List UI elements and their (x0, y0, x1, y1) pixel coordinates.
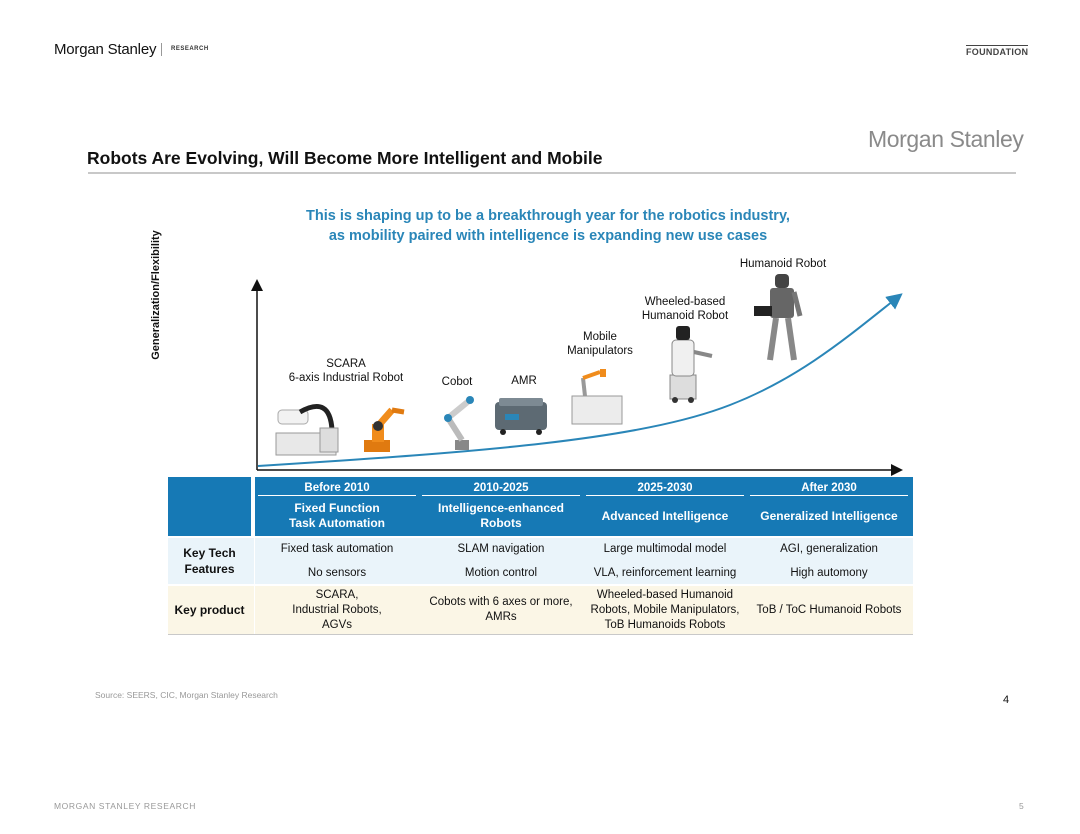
period-2010-2025: 2010-2025 (422, 480, 580, 496)
header-section-label: RESEARCH (171, 46, 209, 52)
label-cobot: Cobot (441, 376, 473, 388)
stage-line-1: Fixed Function (294, 501, 380, 515)
feature-cell: Large multimodal model (603, 543, 727, 555)
stage-line-2: Task Automation (288, 516, 385, 530)
feature-cell: No sensors (307, 567, 367, 579)
slide-number: 4 (1003, 694, 1010, 706)
label-humanoid-robot-wheeled: Humanoid Robot (641, 310, 729, 322)
table-corner-cell (168, 477, 251, 536)
features-label-line-2: Features (184, 562, 235, 576)
slide-title: Robots Are Evolving, Will Become More Intelligent and Mobile (87, 148, 603, 168)
footer-brand: MORGAN STANLEY RESEARCH (54, 801, 196, 811)
product-cell: ToB / ToC Humanoid Robots (756, 603, 902, 616)
feature-cell: AGI, generalization (780, 543, 878, 555)
product-line-3: AGVs (321, 618, 353, 631)
label-mobile: Mobile (583, 331, 617, 343)
humanoid-robot-icon (754, 274, 800, 360)
column-divider (254, 538, 255, 634)
label-industrial-robot: 6-axis Industrial Robot (288, 372, 404, 384)
label-amr: AMR (511, 375, 537, 387)
stage-line-1: Intelligence-enhanced (437, 501, 565, 515)
label-scara: SCARA (326, 358, 366, 370)
feature-cell: Motion control (464, 567, 538, 579)
stage-advanced-intelligence: Advanced Intelligence (586, 497, 744, 535)
wheeled-humanoid-icon (670, 326, 712, 403)
product-line-1: SCARA, (315, 588, 359, 601)
feature-cell: High automony (790, 567, 868, 579)
cobot-icon (444, 396, 474, 450)
product-line-1: Wheeled-based Humanoid (596, 588, 734, 601)
slide-brand-logo: Morgan Stanley (868, 126, 1024, 152)
title-divider (88, 172, 1016, 174)
industrial-robot-icon (364, 410, 404, 452)
features-row-label (168, 538, 251, 584)
feature-cell: VLA, reinforcement learning (593, 567, 737, 579)
stage-intelligence-enhanced (422, 497, 580, 535)
product-row-label: Key product (174, 603, 245, 617)
product-line-1: Cobots with 6 axes or more, (429, 596, 573, 608)
header-divider (161, 43, 162, 56)
header-foundation-tag: FOUNDATION (966, 47, 1029, 57)
product-cell (258, 586, 416, 634)
product-line-3: ToB Humanoids Robots (604, 618, 726, 631)
source-note: Source: SEERS, CIC, Morgan Stanley Research (95, 690, 278, 700)
label-manipulators: Manipulators (567, 345, 633, 357)
period-before-2010: Before 2010 (258, 480, 416, 496)
y-axis-label: Generalization/Flexibility (150, 230, 162, 360)
product-line-2: AMRs (485, 611, 517, 623)
period-after-2030: After 2030 (750, 480, 908, 496)
subtitle-line-1: This is shaping up to be a breakthrough year for the robotics industry, (306, 208, 790, 224)
stage-fixed-function (258, 497, 416, 535)
period-2025-2030: 2025-2030 (586, 480, 744, 496)
mobile-manipulator-icon (572, 369, 622, 424)
product-line-2: Robots, Mobile Manipulators, (590, 603, 740, 616)
stage-line-2: Robots (480, 516, 522, 530)
feature-cell: Fixed task automation (280, 543, 394, 555)
stage-generalized-intelligence: Generalized Intelligence (750, 497, 908, 535)
label-humanoid-robot: Humanoid Robot (739, 258, 827, 270)
features-label-line-1: Key Tech (183, 546, 236, 560)
feature-cell: SLAM navigation (457, 543, 545, 555)
subtitle-line-2: as mobility paired with intelligence is expanding new use cases (328, 228, 768, 244)
scara-robot-icon (276, 406, 338, 455)
product-line-2: Industrial Robots, (292, 603, 382, 616)
amr-icon (495, 398, 547, 435)
header-brand-logo: Morgan Stanley (54, 41, 157, 58)
product-cell (583, 586, 747, 634)
product-cell (422, 586, 580, 634)
label-wheeled-based: Wheeled-based (644, 296, 726, 308)
footer-page-number: 5 (1019, 801, 1024, 811)
